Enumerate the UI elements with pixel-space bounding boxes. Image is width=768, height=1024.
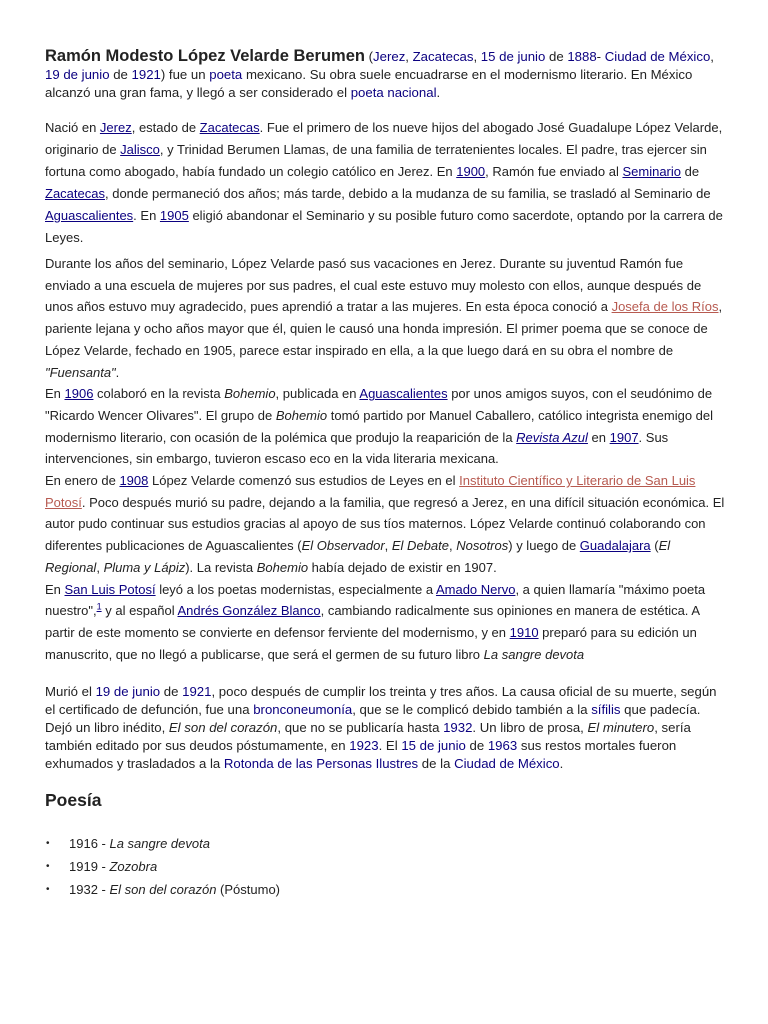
link-revista-azul[interactable]: Revista Azul	[516, 429, 588, 445]
poetry-list	[45, 834, 280, 903]
link-zacatecas[interactable]: Zacatecas	[412, 49, 474, 64]
link-1921[interactable]: 1921	[131, 67, 161, 82]
section-heading-poesia: Poesía	[45, 790, 102, 810]
link-seminario[interactable]: Seminario	[622, 164, 681, 179]
link-poeta-nacional[interactable]: poeta nacional	[350, 85, 437, 100]
link-aguascalientes[interactable]: Aguascalientes	[359, 386, 448, 402]
link-bronconeumonia[interactable]: bronconeumonía	[253, 702, 353, 717]
link-zacatecas[interactable]: Zacatecas	[45, 186, 105, 201]
biography-paragraph-2: Durante los años del seminario, López Velarde pasó sus vacaciones en Jerez. Durante su juventud Ramón fue enviado a una escuela de mujeres por sus padres, el cual este estuvo muy molesto con ellos, aunque después de unos años estuvo muy agradecido, pues aprendió a tratar a las mujeres. En esta época conoció a Josefa de los Ríos, pariente lejana y ocho años mayor que él, quien le causó una honda impresión. El primer poema que se conoce de López Velarde, fechado en 1905, parece estar inspirado en ella, a la que luego dará en su obra el nombre de "Fuensanta". En 1906 colaboró en la revista Bohemio, publicada en Aguascalientes por unos amigos suyos, con el seudónimo de "Ricardo Wencer Olivares". El grupo de Bohemio tomó partido por Manuel Caballero, católico integrista enemigo del modernismo literario, con ocasión de la polémica que produjo la reaparición de la Revista Azul en 1907. Sus intervenciones, sin embargo, tuvieron escaso eco en la vida literaria mexicana. En enero de 1908 López Velarde comenzó sus estudios de Leyes en el Instituto Científico y Literario de San Luis Potosí. Poco después murió su padre, dejando a la familia, que regresó a Jerez, en una difícil situación económica. El autor pudo continuar sus estudios gracias al apoyo de sus tíos maternos. López Velarde continuó colaborando con diferentes publicaciones de Aguascalientes (El Observador, El Debate, Nosotros) y luego de Guadalajara (El Regional, Pluma y Lápiz). La revista Bohemio había dejado de existir en 1907. En San Luis Potosí leyó a los poetas modernistas, especialmente a Amado Nervo, a quien llamaría "máximo poeta nuestro",$^1$ y al español Andrés González Blanco, cambiando radicalmente sus opiniones en manera de estética. A partir de este momento se convierte en defensor ferviente del modernismo, y en 1910 preparó para su edición un manuscrito, que no llegó a publicarse, que será el germen de su futuro libro La sangre devota	[45, 256, 725, 662]
link-jerez[interactable]: Jerez	[99, 120, 132, 135]
link-zacatecas[interactable]: Zacatecas	[199, 120, 260, 135]
link-jerez[interactable]: Jerez	[373, 49, 406, 64]
link-san-luis-potosi[interactable]: San Luis Potosí	[64, 581, 156, 597]
intro-paragraph: Ramón Modesto López Velarde Berumen (Jerez, Zacatecas, 15 de junio de 1888- Ciudad de México, 19 de junio de 1921) fue un poeta mexicano. Su obra suele encuadrarse en el modernismo literario. En México alcanzó una gran fama, y llegó a ser considerado el poeta nacional.	[45, 47, 714, 100]
link-sifilis[interactable]: sífilis	[591, 702, 621, 717]
link-aguascalientes[interactable]: Aguascalientes	[45, 208, 134, 223]
list-item: • 1932 - El son del corazón (Póstumo)	[45, 880, 280, 903]
link-1963[interactable]: 1963	[487, 738, 518, 753]
link-1907[interactable]: 1907	[609, 429, 639, 445]
link-andres-gonzalez-blanco[interactable]: Andrés González Blanco	[177, 603, 321, 619]
link-amado-nervo[interactable]: Amado Nervo	[435, 581, 516, 597]
link-1932[interactable]: 1932	[443, 720, 473, 735]
link-1888[interactable]: 1888	[567, 49, 597, 64]
link-1923[interactable]: 1923	[349, 738, 379, 753]
link-1921[interactable]: 1921	[182, 684, 212, 699]
link-poeta[interactable]: poeta	[209, 67, 243, 82]
link-1906[interactable]: 1906	[64, 386, 94, 402]
link-15-de-junio[interactable]: 15 de junio	[480, 49, 546, 64]
link-rotonda-personas-ilustres[interactable]: Rotonda de las Personas Ilustres	[223, 756, 419, 771]
bullet-icon: •	[46, 838, 50, 849]
link-ciudad-de-mexico[interactable]: Ciudad de México	[604, 49, 711, 64]
link-instituto-cientifico[interactable]: Instituto Científico y Literario de San Luis Potosí	[45, 473, 696, 510]
bullet-icon: •	[46, 884, 50, 895]
link-19-de-junio[interactable]: 19 de junio	[45, 67, 110, 82]
link-1900[interactable]: 1900	[456, 164, 486, 179]
death-paragraph: Murió el 19 de junio de 1921, poco después de cumplir los treinta y tres años. La causa oficial de su muerte, según el certificado de defunción, fue una bronconeumonía, que se le complicó debido también a la sífilis que padecía. Dejó un libro inédito, El son del corazón, que no se publicaría hasta 1932. Un libro de prosa, El minutero, sería también editado por sus deudos póstumamente, en 1923. El 15 de junio de 1963 sus restos mortales fueron exhumados y trasladados a la Rotonda de las Personas Ilustres de la Ciudad de México.	[45, 684, 717, 771]
link-15-de-junio[interactable]: 15 de junio	[401, 738, 466, 753]
link-ciudad-de-mexico[interactable]: Ciudad de México	[454, 756, 560, 771]
article-title: Ramón Modesto López Velarde Berumen	[45, 47, 365, 65]
link-josefa-de-los-rios[interactable]: Josefa de los Ríos	[611, 299, 719, 315]
bullet-icon: •	[46, 861, 50, 872]
link-1905[interactable]: 1905	[159, 208, 189, 223]
link-1910[interactable]: 1910	[509, 624, 539, 640]
link-1908[interactable]: 1908	[119, 473, 149, 489]
list-item: • 1919 - Zozobra	[45, 857, 280, 880]
link-guadalajara[interactable]: Guadalajara	[579, 538, 651, 554]
link-19-de-junio[interactable]: 19 de junio	[95, 684, 161, 699]
footnote-1[interactable]: 1	[96, 601, 102, 612]
biography-paragraph-1: Nació en Jerez, estado de Zacatecas. Fue el primero de los nueve hijos del abogado José Guadalupe López Velarde, originario de Jalisco, y Trinidad Berumen Llamas, de una familia de terratenientes locales. El padre, tras ejercer sin fortuna como abogado, había fundado un colegio católico en Jerez. En 1900, Ramón fue enviado al Seminario de Zacatecas, donde permaneció dos años; más tarde, debido a la mudanza de su familia, se trasladó al Seminario de Aguascalientes. En 1905 eligió abandonar el Seminario y su posible futuro como sacerdote, optando por la carrera de Leyes.	[45, 120, 723, 245]
link-jalisco[interactable]: Jalisco	[120, 142, 160, 157]
list-item: • 1916 - La sangre devota	[45, 834, 280, 857]
